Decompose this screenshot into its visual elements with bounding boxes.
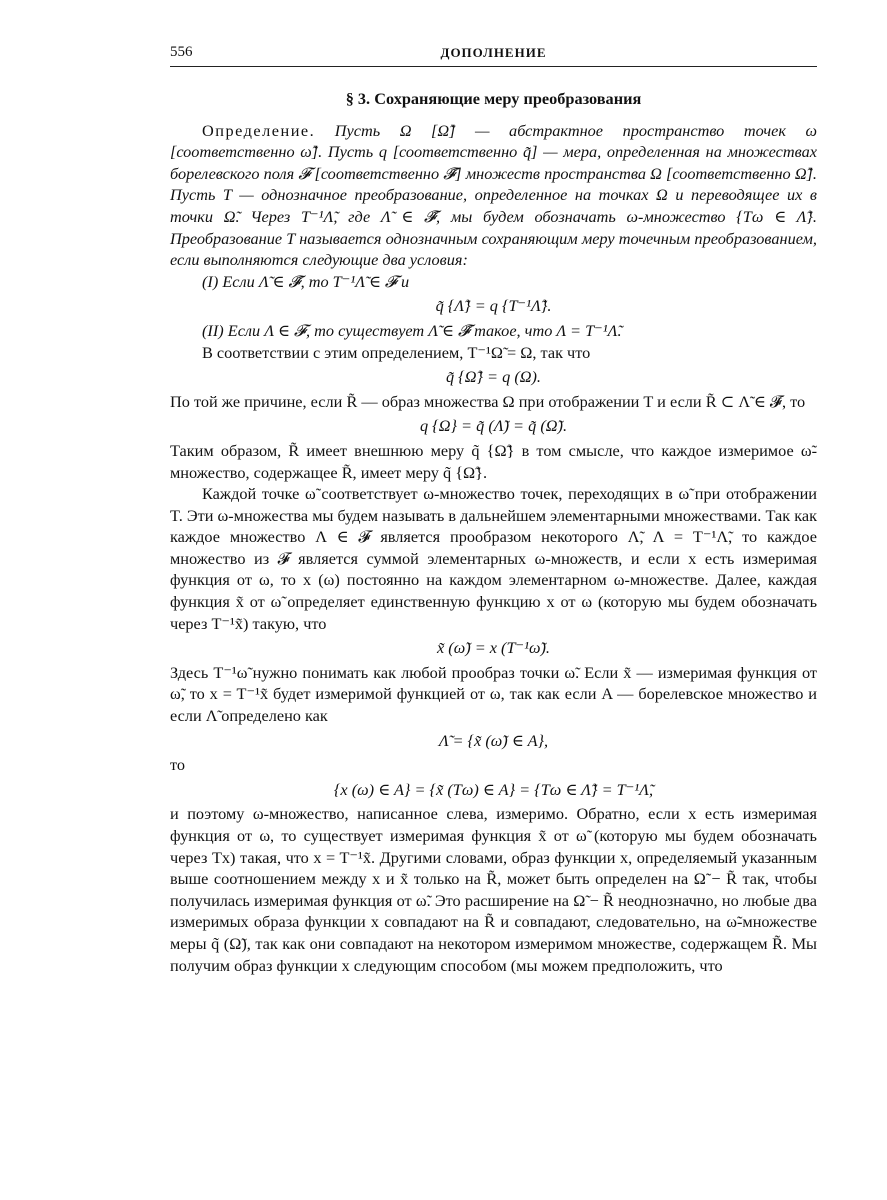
running-title: ДОПОЛНЕНИЕ (440, 45, 547, 60)
page-body (170, 88, 817, 976)
equation-3: q {Ω} = q̃ (Λ̃) = q̃ (Ω̃). (419, 416, 568, 436)
word-to: то (170, 755, 186, 775)
definition-label: Определение. (202, 120, 316, 140)
condition-one-text: (I) Если Λ̃ ∈ 𝓕̃, то T⁻¹Λ̃ ∈ 𝓕 и (202, 271, 410, 291)
definition-paragraph (170, 120, 817, 271)
paragraph-5: Каждой точке ω̃ соответствует ω-множество точек, переходящих в ω̃ при отображении T. Эти ω-множества мы будем называть в дальнейшем элементарными множествами. Так как каждое множество Λ ∈ 𝓕 является прообразом некоторого Λ̃, Λ = T⁻¹Λ̃, то каждое множество из 𝓕 является суммой элементарных ω-множеств, и если x есть измеримая функция от ω, то x (ω) постоянно на каждом элементарном ω-множестве. Далее, каждая функция x̃ от ω̃ определяет единственную функцию x от ω (которую мы будем обозначать через T⁻¹x̃) такую, что (170, 484, 817, 633)
running-header (170, 42, 817, 67)
equation-1: q̃ {Λ̃} = q {T⁻¹Λ̃}. (435, 296, 552, 316)
equation-2: q̃ {Ω̃} = q (Ω). (445, 367, 542, 387)
paragraph-4: Таким образом, R̃ имеет внешнюю меру q̃ {Ω̃} в том смысле, что каждое измеримое ω̃-множество, содержащее R̃, имеет меру q̃ {Ω̃}. (170, 440, 817, 482)
paragraph-6: Здесь T⁻¹ω̃ нужно понимать как любой прообраз точки ω̃. Если x̃ — измеримая функция от ω̃, то x = T⁻¹x̃ будет измеримой функцией от ω, так как если A — борелевское множество и если Λ̃ определено как (170, 662, 817, 726)
page-number: 556 (170, 44, 193, 60)
condition-two-text: (II) Если Λ ∈ 𝓕, то существует Λ̃ ∈ 𝓕̃ такое, что Λ = T⁻¹Λ̃. (202, 320, 622, 340)
condition-one (170, 271, 817, 293)
equation-4: x̃ (ω̃) = x (T⁻¹ω̃). (437, 638, 550, 658)
paragraph-2: В соответствии с этим определением, T⁻¹Ω̃ = Ω, так что (202, 342, 591, 362)
condition-two (170, 320, 817, 342)
paragraph-3: По той же причине, если R̃ — образ множества Ω при отображении T и если R̃ ⊂ Λ̃ ∈ 𝓕̃, то (170, 391, 806, 411)
paragraph-7: и поэтому ω-множество, написанное слева, измеримо. Обратно, если x есть измеримая функция от ω, то существует измеримая функция x̃ от ω̃ (которую мы будем обозначать через Tx) такая, что x = T⁻¹x̃. Другими словами, образ функции x, определяемый указанным выше соотношением между x и x̃ только на R̃, может быть определен на Ω̃ − R̃ так, чтобы получилась измеримая функция от ω̃. Это расширение на Ω̃ − R̃ неоднозначно, но любые два измеримых образа функции x совпадают на R̃ и совпадают, следовательно, на ω̃-множестве меры q̃ (Ω̃), так как они совпадают на некотором измеримом множестве, содержащем R̃. Мы получим образ функции x следующим способом (мы можем предположить, что (170, 804, 817, 975)
section-heading: § 3. Сохраняющие меру преобразования (345, 89, 642, 108)
equation-5: Λ̃ = {x̃ (ω̃) ∈ A}, (438, 730, 549, 750)
definition-text: Пусть Ω [Ω̃] — абстрактное пространство точек ω [соответственно ω̃]. Пусть q [соответственно q̃] — мера, определенная на множествах борелевского поля 𝓕 [соответственно 𝓕̃] множеств пространства Ω [соответственно Ω̃]. Пусть T — однозначное преобразование, определенное на точках Ω и переводящее их в точки Ω̃. Через T⁻¹Λ̃, где Λ̃ ∈ 𝓕̃, мы будем обозначать ω-множество {Tω ∈ Λ̃}. Преобразование T называется однозначным сохраняющим меру точечным преобразованием, если выполняются следующие два условия: (170, 120, 818, 270)
equation-6: {x (ω) ∈ A} = {x̃ (Tω) ∈ A} = {Tω ∈ Λ̃} = T⁻¹Λ̃, (333, 779, 654, 799)
